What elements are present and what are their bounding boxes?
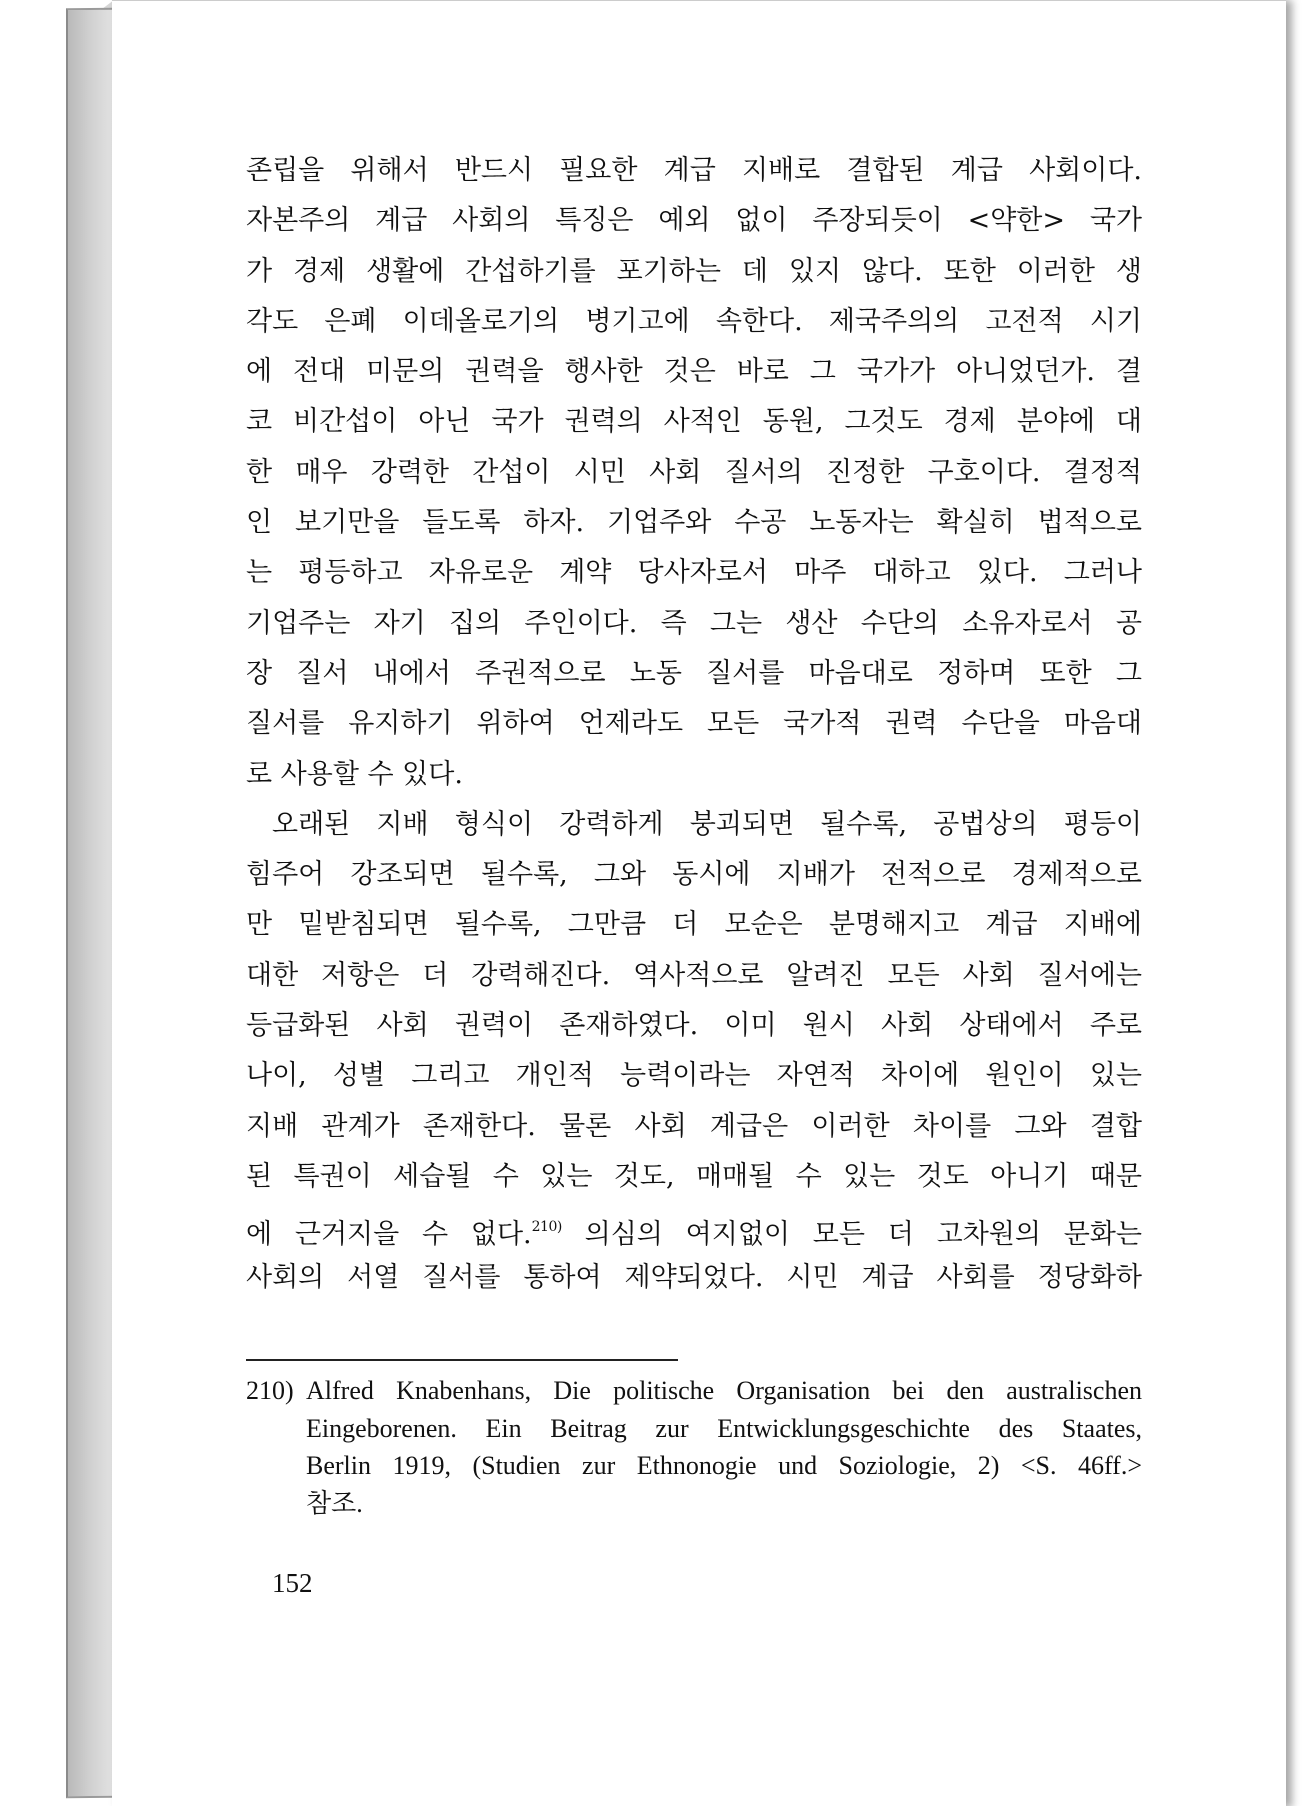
- footnote-reference[interactable]: 210): [531, 1219, 562, 1236]
- text-segment: 에 근거지을 수 없다.: [246, 1219, 532, 1251]
- text-line-with-footnote-ref: [246, 1202, 1142, 1252]
- text-line: 질서를 유지하기 위하여 언제라도 모든 국가적 권력 수단을 마음대: [246, 708, 1142, 740]
- text-line: 사회의 서열 질서를 통하여 제약되었다. 시민 계급 사회를 정당화하: [246, 1261, 1142, 1293]
- text-line: 만 밑받침되면 될수록, 그만큼 더 모순은 분명해지고 계급 지배에: [246, 909, 1142, 941]
- text-line: 인 보기만을 들도록 하자. 기업주와 수공 노동자는 확실히 법적으로: [246, 507, 1142, 539]
- book-spine: [66, 8, 114, 1799]
- text-line: 존립을 위해서 반드시 필요한 계급 지배로 결합된 계급 사회이다.: [246, 155, 1142, 186]
- text-line: 기업주는 자기 집의 주인이다. 즉 그는 생산 수단의 소유자로서 공: [246, 607, 1142, 639]
- text-line: 오래된 지배 형식이 강력하게 붕괴되면 될수록, 공법상의 평등이: [272, 808, 1142, 840]
- footnote-divider: [246, 1359, 678, 1361]
- text-line: 힘주어 강조되면 될수록, 그와 동시에 지배가 전적으로 경제적으로: [246, 859, 1142, 891]
- text-line: 나이, 성별 그리고 개인적 능력이라는 자연적 차이에 원인이 있는: [246, 1060, 1142, 1092]
- text-line: 등급화된 사회 권력이 존재하였다. 이미 원시 사회 상태에서 주로: [246, 1010, 1142, 1042]
- text-line: 는 평등하고 자유로운 계약 당사자로서 마주 대하고 있다. 그러나: [246, 557, 1142, 589]
- text-line: 가 경제 생활에 간섭하기를 포기하는 데 있지 않다. 또한 이러한 생: [246, 255, 1142, 287]
- page-number: 152: [272, 1568, 313, 1598]
- footnote-number: 210): [246, 1376, 294, 1405]
- text-line: 각도 은폐 이데올로기의 병기고에 속한다. 제국주의의 고전적 시기: [246, 305, 1142, 337]
- footnote-line: 참조.: [306, 1488, 363, 1518]
- text-line: 지배 관계가 존재한다. 물론 사회 계급은 이러한 차이를 그와 결합: [246, 1110, 1142, 1142]
- footnote-body: [306, 1372, 1142, 1522]
- text-segment: 의심의 여지없이 모든 더 고차원의 문화는: [584, 1219, 1142, 1251]
- text-line: 장 질서 내에서 주권적으로 노동 질서를 마음대로 정하며 또한 그: [246, 657, 1142, 689]
- text-line: 코 비간섭이 아닌 국가 권력의 사적인 동원, 그것도 경제 분야에 대: [246, 406, 1142, 438]
- footnote-line: Eingeborenen. Ein Beitrag zur Entwicklungsgeschichte des Staates,: [306, 1413, 1142, 1443]
- text-line: 한 매우 강력한 간섭이 시민 사회 질서의 진정한 구호이다. 결정적: [246, 456, 1142, 488]
- footnote: [246, 1372, 1142, 1522]
- body-text: [246, 146, 1142, 1303]
- text-line: 대한 저항은 더 강력해진다. 역사적으로 알려진 모든 사회 질서에는: [246, 959, 1142, 991]
- text-line: 에 전대 미문의 권력을 행사한 것은 바로 그 국가가 아니었던가. 결: [246, 356, 1142, 388]
- text-line: 자본주의 계급 사회의 특징은 예외 없이 주장되듯이 <약한> 국가: [246, 205, 1142, 237]
- footnote-line: Alfred Knabenhans, Die politische Organisation bei den australischen: [306, 1376, 1142, 1405]
- text-line: 로 사용할 수 있다.: [246, 758, 463, 790]
- footnote-line: Berlin 1919, (Studien zur Ethnonogie und Soziologie, 2) <S. 46ff.>: [306, 1451, 1142, 1480]
- text-line: 된 특권이 세습될 수 있는 것도, 매매될 수 있는 것도 아니기 때문: [246, 1160, 1142, 1192]
